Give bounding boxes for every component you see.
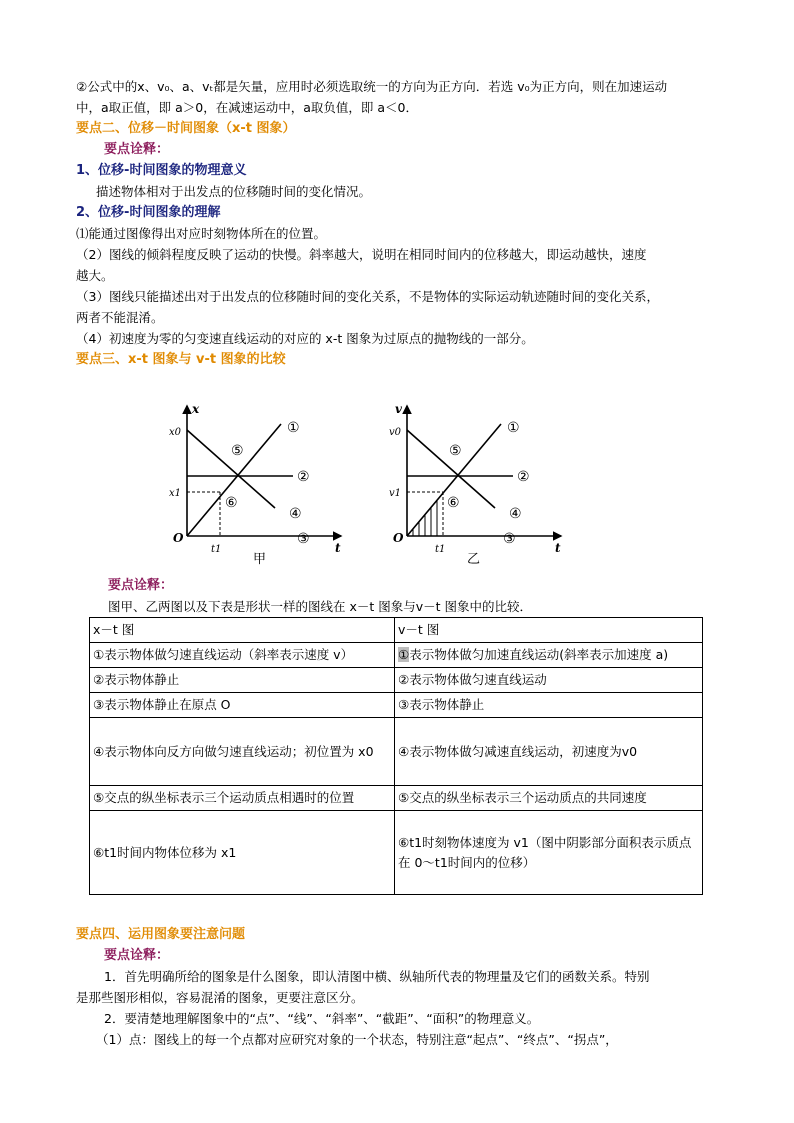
label-3: ③ [503, 531, 516, 547]
axis-label-x: t [555, 541, 561, 555]
label-1: ① [287, 420, 300, 436]
section2-item: （4）初速度为零的匀变速直线运动的对应的 x-t 图象为过原点的抛物线的一部分。 [76, 331, 534, 346]
comparison-table [89, 617, 703, 895]
label-1: ① [507, 420, 520, 436]
section2-sub1-title: 1、位移-时间图象的物理意义 [76, 163, 247, 178]
table-cell: ①表示物体做匀速直线运动（斜率表示速度 v） [90, 643, 395, 668]
table-cell: ②表示物体做匀速直线运动 [395, 668, 703, 693]
label-2: ② [517, 469, 530, 485]
table-cell: ⑤交点的纵坐标表示三个运动质点的共同速度 [395, 786, 703, 811]
section3-title: 要点三、x-t 图象与 v-t 图象的比较 [76, 352, 286, 367]
label-4: ④ [509, 506, 522, 522]
t1-label: t1 [435, 544, 446, 555]
section2-item: （2）图线的倾斜程度反映了运动的快慢。斜率越大，说明在相同时间内的位移越大，即运动越快，速度 [76, 247, 647, 262]
table-header: x－t 图 [90, 618, 395, 643]
table-header-row [90, 618, 703, 643]
table-row [90, 668, 703, 693]
section2-item: 越大。 [76, 268, 114, 283]
label-5: ⑤ [449, 443, 462, 459]
axis-label-x: t [335, 541, 341, 555]
y0-label: v0 [389, 427, 402, 438]
line-1 [187, 424, 281, 536]
section2-sub2-title: 2、位移-时间图象的理解 [76, 205, 221, 220]
table-cell: ③表示物体静止 [395, 693, 703, 718]
axis-label-y: v [395, 402, 402, 416]
table-cell: ②表示物体静止 [90, 668, 395, 693]
caption: 甲 [253, 552, 267, 567]
table-row [90, 718, 703, 786]
line-1 [407, 424, 501, 536]
table-row [90, 693, 703, 718]
section3-desc: 图甲、乙两图以及下表是形状一样的图线在 x－t 图象与v－t 图象中的比较． [108, 599, 533, 614]
table-row [90, 786, 703, 811]
section2-item: ⑴能通过图像得出对应时刻物体所在的位置。 [76, 226, 327, 241]
section4-p3: （1）点：图线上的每一个点都对应研究对象的一个状态，特别注意“起点”、“终点”、“拐点”， [96, 1032, 618, 1047]
label-3: ③ [297, 531, 310, 547]
section2-title: 要点二、位移－时间图象（x-t 图象） [76, 121, 296, 136]
table-row [90, 811, 703, 895]
label-6: ⑥ [225, 495, 238, 511]
y0-label: x0 [169, 427, 182, 438]
axis-label-y: x [192, 402, 200, 416]
graph-xt [165, 400, 365, 570]
table-cell: ④表示物体做匀减速直线运动，初速度为v0 [395, 718, 703, 786]
intro-line-1: ②公式中的x、v₀、a、vₜ都是矢量，应用时必须选取统一的方向为正方向．若选 v₀为正方向，则在加速运动 [76, 79, 668, 94]
section4-p1b: 是那些图形相似，容易混淆的图象，更要注意区分。 [76, 990, 364, 1005]
section4-title: 要点四、运用图象要注意问题 [76, 927, 246, 942]
table-cell: ③表示物体静止在原点 O [90, 693, 395, 718]
section4-p1a: 1．首先明确所给的图象是什么图象，即认清图中横、纵轴所代表的物理量及它们的函数关系。特别 [104, 969, 650, 984]
table-cell: ⑥t1时间内物体位移为 x1 [90, 811, 395, 895]
intro-line-2: 中，a取正值，即 a＞0，在减速运动中，a取负值，即 a＜0． [76, 100, 418, 115]
section2-label: 要点诠释： [104, 142, 170, 157]
table-cell: ⑤交点的纵坐标表示三个运动质点相遇时的位置 [90, 786, 395, 811]
section2-sub1-text: 描述物体相对于出发点的位移随时间的变化情况。 [96, 184, 372, 199]
section3-label: 要点诠释： [108, 578, 174, 593]
caption: 乙 [467, 552, 481, 567]
section4-label: 要点诠释： [104, 948, 170, 963]
table-cell: ④表示物体向反方向做匀速直线运动；初位置为 x0 [90, 718, 395, 786]
origin-label: O [173, 531, 184, 545]
y1-label: v1 [389, 488, 402, 499]
y1-label: x1 [169, 488, 182, 499]
label-5: ⑤ [231, 443, 244, 459]
table-cell: ①表示物体做匀加速直线运动(斜率表示加速度 a) [395, 643, 703, 668]
section2-item: （3）图线只能描述出对于出发点的位移随时间的变化关系，不是物体的实际运动轨迹随时间的变化关系， [76, 289, 659, 304]
label-4: ④ [289, 506, 302, 522]
table-row [90, 643, 703, 668]
table-header: v－t 图 [395, 618, 703, 643]
origin-label: O [393, 531, 404, 545]
section4-p2: 2．要清楚地理解图象中的“点”、“线”、“斜率”、“截距”、“面积”的物理意义。 [104, 1011, 540, 1026]
t1-label: t1 [211, 544, 222, 555]
graph-vt [385, 400, 585, 570]
section2-item: 两者不能混淆。 [76, 310, 164, 325]
table-cell: ⑥t1时刻物体速度为 v1（图中阴影部分面积表示质点在 0～t1时间内的位移） [395, 811, 703, 895]
label-6: ⑥ [447, 495, 460, 511]
label-2: ② [297, 469, 310, 485]
